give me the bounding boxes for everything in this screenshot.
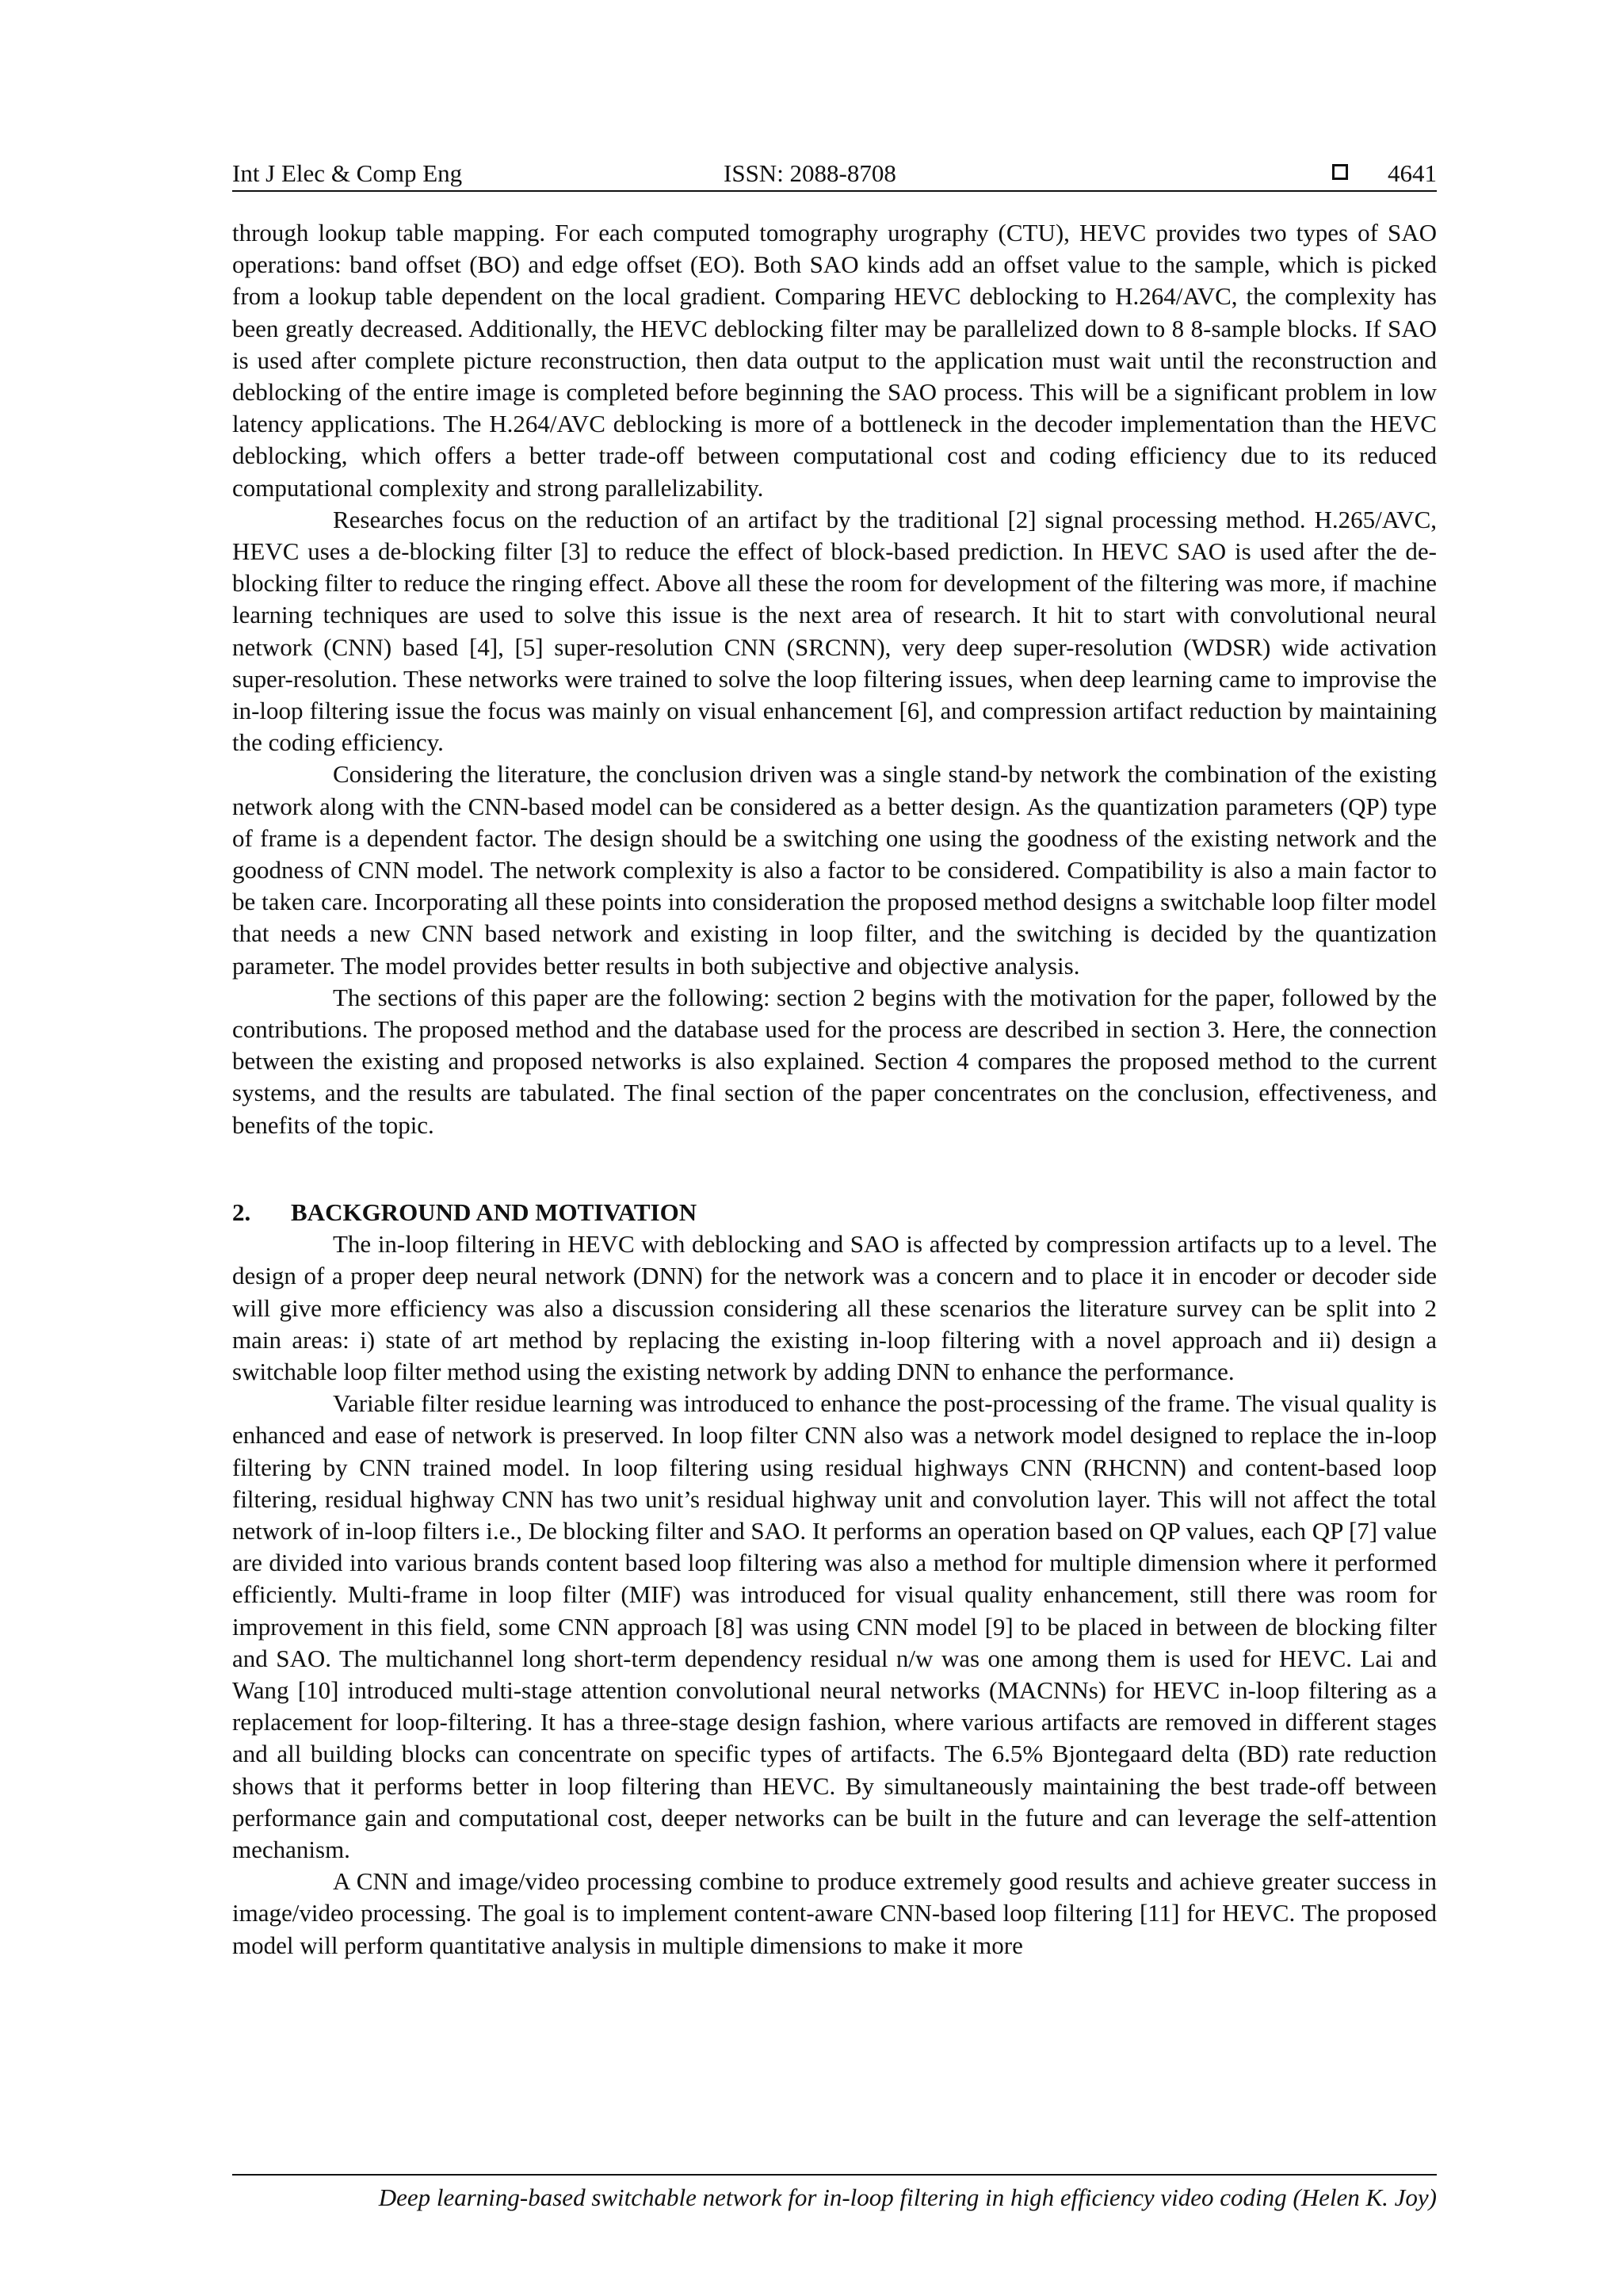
section-title: BACKGROUND AND MOTIVATION	[291, 1198, 697, 1226]
section-heading	[232, 1197, 1437, 1228]
issn-number: ISSN: 2088-8708	[724, 159, 896, 187]
running-footer: Deep learning-based switchable network for in-loop filtering in high efficiency video coding (Helen K. Joy)	[378, 2183, 1437, 2211]
square-bullet-icon	[1332, 164, 1348, 180]
footer-divider	[232, 2174, 1437, 2176]
page-number: 4641	[1388, 159, 1437, 187]
paper-page	[232, 0, 1437, 2296]
journal-name: Int J Elec & Comp Eng	[232, 159, 463, 187]
section-number: 2.	[232, 1198, 251, 1226]
body-text	[232, 217, 1437, 1962]
paragraph-researches: Researches focus on the reduction of an artifact by the traditional [2] signal processing method. H.265/AVC, HEVC uses a de-blocking filter [3] to reduce the effect of block-based prediction. In HEVC SAO is used after the de-blocking filter to reduce the ringing effect. Above all these the room for development of the filtering was more, if machine learning techniques are used to solve this issue is the next area of research. It hit to start with convolutional neural network (CNN) based [4], [5] super-resolution CNN (SRCNN), very deep super-resolution (WDSR) wide activation super-resolution. These networks were trained to solve the loop filtering issues, when deep learning came to improvise the in-loop filtering issue the focus was mainly on visual enhancement [6], and compression artifact reduction by maintaining the coding efficiency.	[232, 505, 1437, 757]
paragraph-background-3: A CNN and image/video processing combine to produce extremely good results and achieve greater success in image/video processing. The goal is to implement content-aware CNN-based loop filtering [11] for HEVC. The proposed model will perform quantitative analysis in multiple dimensions to make it more	[232, 1867, 1437, 1959]
paragraph-literature: Considering the literature, the conclusion driven was a single stand-by network the combination of the existing network along with the CNN-based model can be considered as a better design. As the quantization parameters (QP) type of frame is a dependent factor. The design should be a switching one using the goodness of the existing network and the goodness of CNN model. The network complexity is also a factor to be considered. Compatibility is also a main factor to be taken care. Incorporating all these points into consideration the proposed method designs a switchable loop filter model that needs a new CNN based network and existing in loop filter, and the switching is decided by the quantization parameter. The model provides better results in both subjective and objective analysis.	[232, 760, 1437, 980]
running-header	[232, 157, 1437, 190]
paragraph-intro-continued: through lookup table mapping. For each computed tomography urography (CTU), HEVC provides two types of SAO operations: band offset (BO) and edge offset (EO). Both SAO kinds add an offset value to the sample, which is picked from a lookup table dependent on the local gradient. Comparing HEVC deblocking to H.264/AVC, the complexity has been greatly decreased. Additionally, the HEVC deblocking filter may be parallelized down to 8 8-sample blocks. If SAO is used after complete picture reconstruction, then data output to the application must wait until the reconstruction and deblocking of the entire image is completed before beginning the SAO process. This will be a significant problem in low latency applications. The H.264/AVC deblocking is more of a bottleneck in the decoder implementation than the HEVC deblocking, which offers a better trade-off between computational cost and coding efficiency due to its reduced computational complexity and strong parallelizability.	[232, 219, 1437, 502]
paragraph-background-1: The in-loop filtering in HEVC with deblocking and SAO is affected by compression artifacts up to a level. The design of a proper deep neural network (DNN) for the network was a concern and to place it in encoder or decoder side will give more efficiency was also a discussion considering all these scenarios the literature survey can be split into 2 main areas: i) state of art method by replacing the existing in-loop filtering with a novel approach and ii) design a switchable loop filter method using the existing network by adding DNN to enhance the performance.	[232, 1230, 1437, 1385]
paragraph-sections-overview: The sections of this paper are the following: section 2 begins with the motivation for the paper, followed by the contributions. The proposed method and the database used for the process are described in section 3. Here, the connection between the existing and proposed networks is also explained. Section 4 compares the proposed method to the current systems, and the results are tabulated. The final section of the paper concentrates on the conclusion, effectiveness, and benefits of the topic.	[232, 983, 1437, 1139]
paragraph-background-2: Variable filter residue learning was introduced to enhance the post-processing of the frame. The visual quality is enhanced and ease of network is preserved. In loop filter CNN also was a network model designed to replace the in-loop filtering by CNN trained model. In loop filtering using residual highways CNN (RHCNN) and content-based loop filtering, residual highway CNN has two unit’s residual highway unit and convolution layer. This will not affect the total network of in-loop filters i.e., De blocking filter and SAO. It performs an operation based on QP values, each QP [7] value are divided into various brands content based loop filtering was also a method for multiple dimension where it performed efficiently. Multi-frame in loop filter (MIF) was introduced for visual quality enhancement, still there was room for improvement in this field, some CNN approach [8] was using CNN model [9] to be placed in between de blocking filter and SAO. The multichannel long short-term dependency residual n/w was one among them is used for HEVC. Lai and Wang [10] introduced multi-stage attention convolutional neural networks (MACNNs) for HEVC in-loop filtering as a replacement for loop-filtering. It has a three-stage design fashion, where various artifacts are removed in different stages and all building blocks can concentrate on specific types of artifacts. The 6.5% Bjontegaard delta (BD) rate reduction shows that it performs better in loop filtering than HEVC. By simultaneously maintaining the best trade-off between performance gain and computational cost, deeper networks can be built in the future and can leverage the self-attention mechanism.	[232, 1389, 1437, 1863]
header-divider	[232, 190, 1437, 192]
